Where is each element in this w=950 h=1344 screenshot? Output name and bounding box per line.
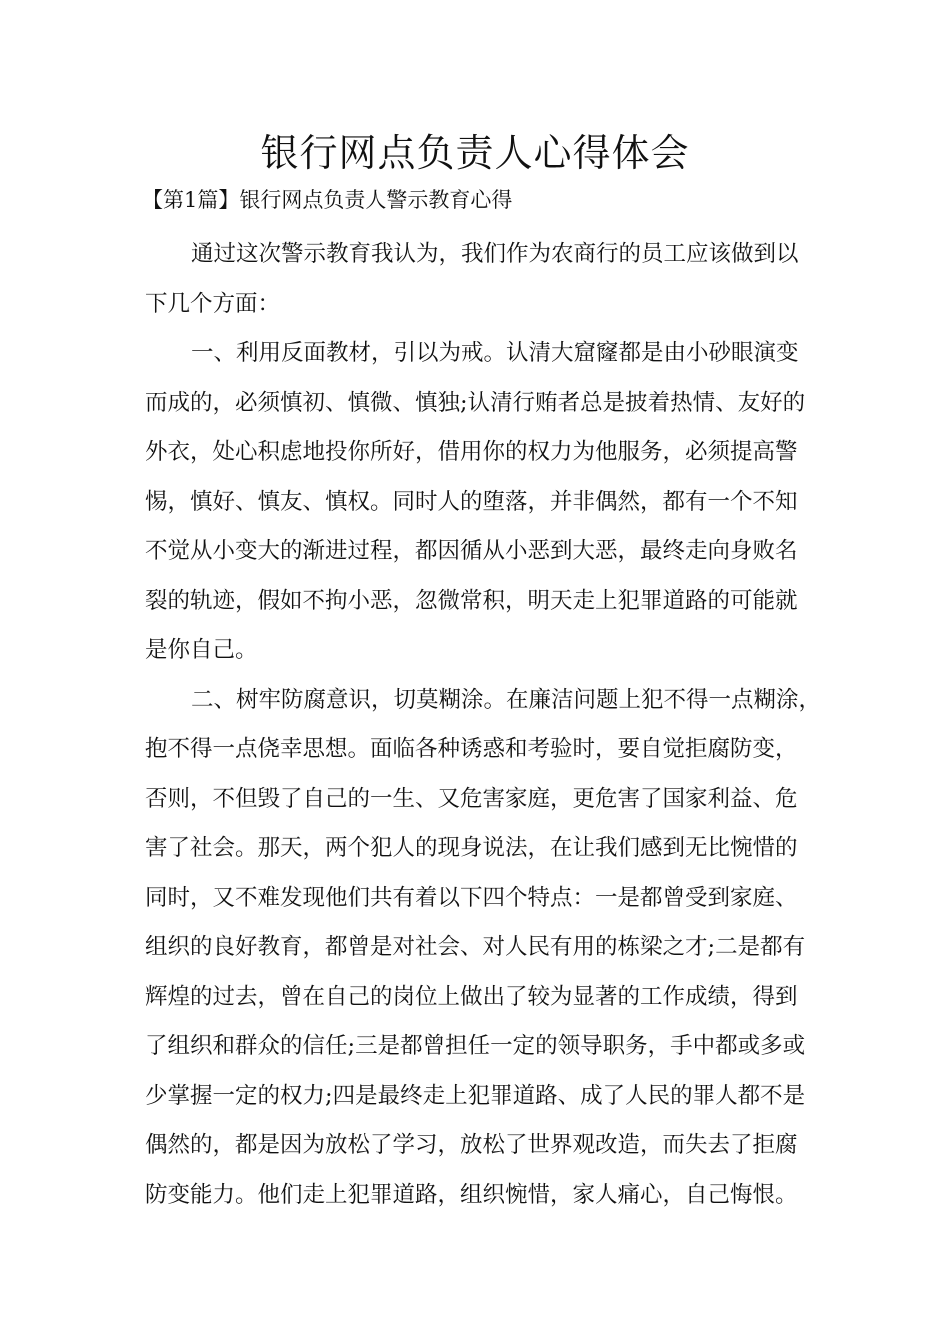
section-heading: 【第1篇】银行网点负责人警示教育心得: [142, 188, 513, 212]
text-line: 而成的，必须慎初、慎微、慎独;认清行贿者总是披着热情、友好的: [145, 389, 806, 416]
text-line: 防变能力。他们走上犯罪道路，组织惋惜，家人痛心，自己悔恨。: [145, 1181, 798, 1208]
text-line: 辉煌的过去，曾在自己的岗位上做出了较为显著的工作成绩，得到: [145, 983, 798, 1010]
text-line: 下几个方面：: [145, 290, 281, 317]
text-line: 害了社会。那天，两个犯人的现身说法，在让我们感到无比惋惜的: [145, 835, 798, 861]
document-title: 银行网点负责人心得体会: [260, 131, 690, 175]
text-line: 裂的轨迹，假如不拘小恶，忽微常积，明天走上犯罪道路的可能就: [145, 587, 798, 614]
body-text: [145, 230, 830, 1220]
text-line: 少掌握一定的权力;四是最终走上犯罪道路、成了人民的罪人都不是: [145, 1082, 806, 1109]
text-line: 通过这次警示教育我认为，我们作为农商行的员工应该做到以: [191, 241, 799, 267]
text-line: 组织的良好教育，都曾是对社会、对人民有用的栋梁之才;二是都有: [145, 934, 806, 960]
text-line: 一、利用反面教材，引以为戒。认清大窟窿都是由小砂眼演变: [191, 340, 799, 366]
text-line: 同时，又不难发现他们共有着以下四个特点：一是都曾受到家庭、: [145, 884, 798, 911]
text-line: 抱不得一点侥幸思想。面临各种诱惑和考验时，要自觉拒腐防变，: [145, 736, 798, 762]
text-line: 外衣，处心积虑地投你所好，借用你的权力为他服务，必须提高警: [145, 439, 798, 465]
text-line: 是你自己。: [145, 637, 258, 663]
text-line: 了组织和群众的信任;三是都曾担任一定的领导职务，手中都或多或: [145, 1033, 806, 1059]
text-line: 惕，慎好、慎友、慎权。同时人的堕落，并非偶然，都有一个不知: [145, 488, 798, 515]
text-line: 不觉从小变大的渐进过程，都因循从小恶到大恶，最终走向身败名: [145, 538, 798, 564]
text-line: 二、树牢防腐意识，切莫糊涂。在廉洁问题上犯不得一点糊涂，: [191, 686, 822, 713]
text-line: 偶然的，都是因为放松了学习，放松了世界观改造，而失去了拒腐: [145, 1132, 798, 1158]
text-line: 否则，不但毁了自己的一生、又危害家庭，更危害了国家利益、危: [145, 785, 798, 812]
